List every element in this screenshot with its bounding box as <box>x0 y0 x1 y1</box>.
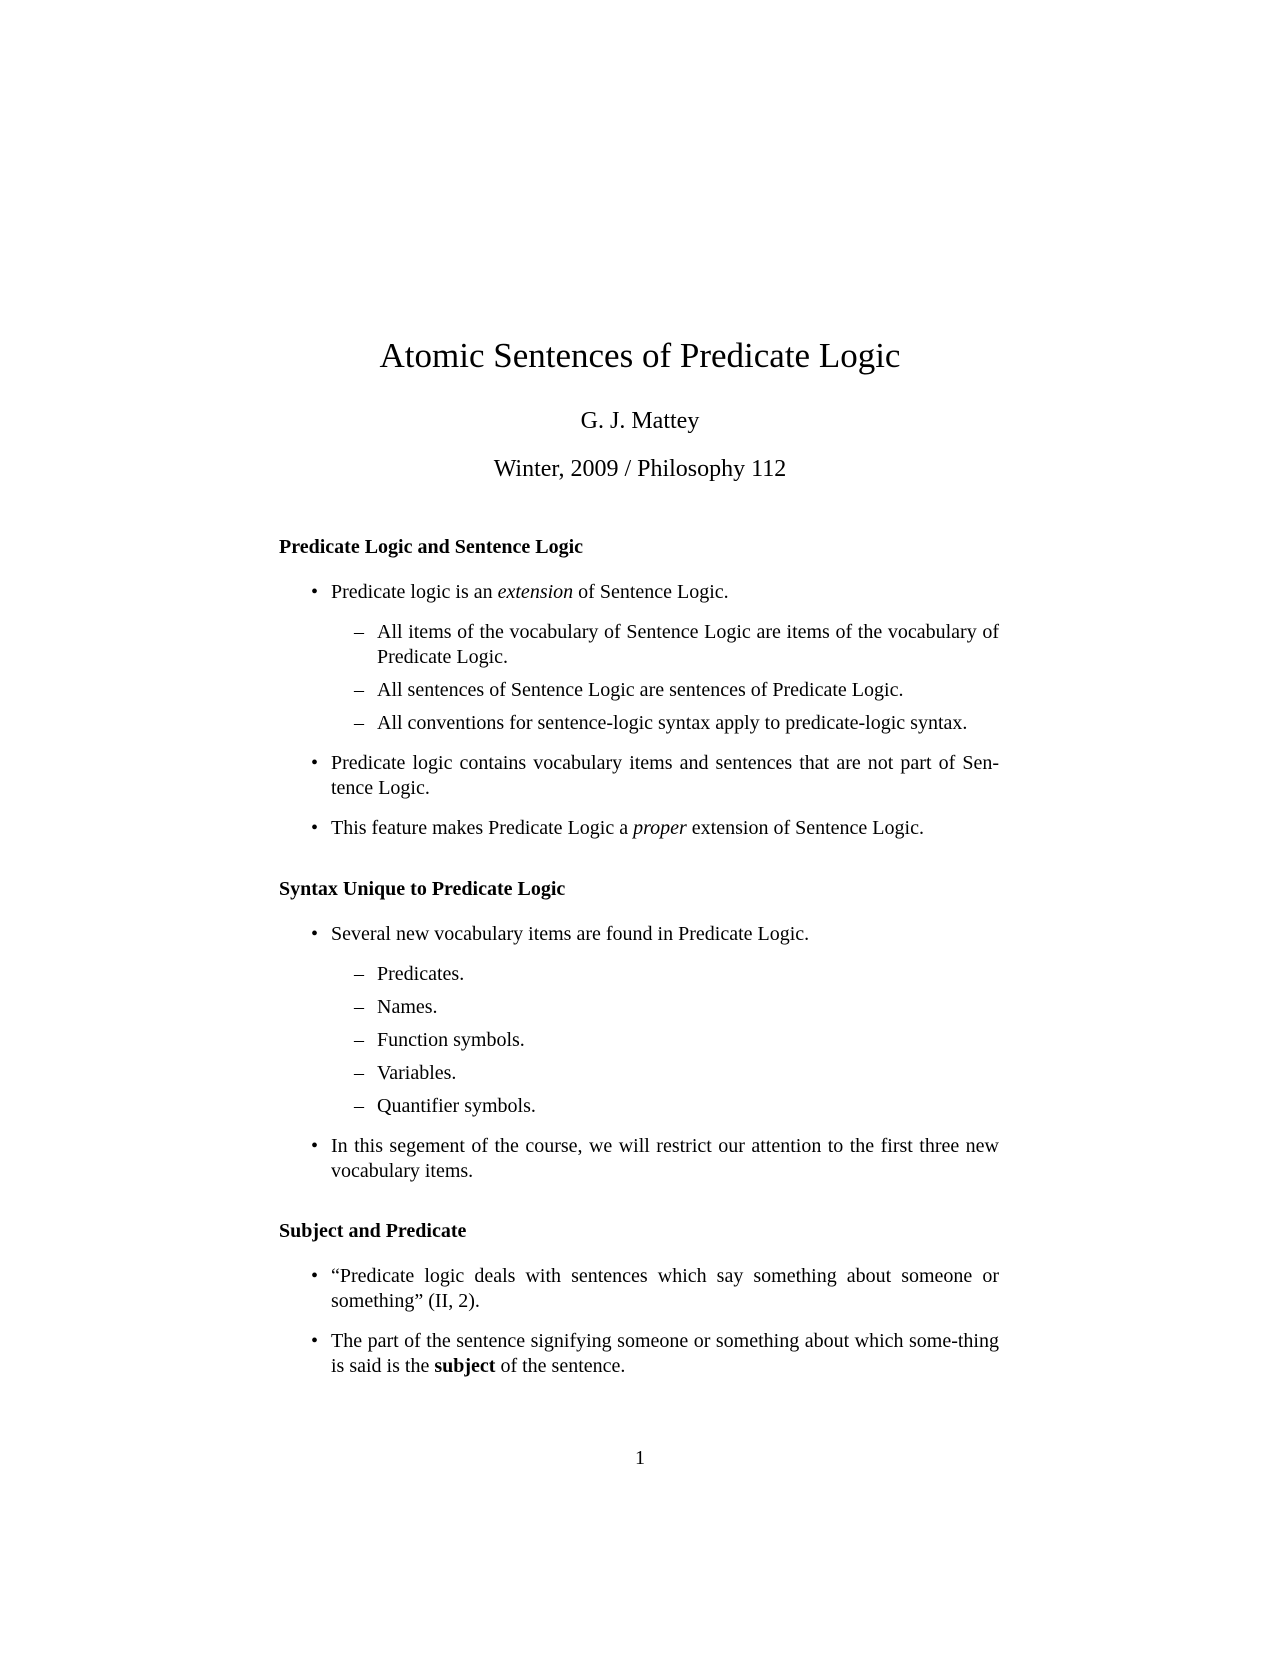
item-text: Predicate logic is an <box>331 581 498 603</box>
sub-list-item <box>279 711 999 736</box>
sub-item-text: All conventions for sentence-logic syntax apply to predicate-logic syntax. <box>377 712 968 734</box>
bullet-icon: • <box>311 817 319 839</box>
item-text: of Sentence Logic. <box>573 581 729 603</box>
sub-list-item <box>279 1061 999 1086</box>
list-item <box>279 922 999 947</box>
list-item <box>279 1134 999 1184</box>
sub-list-item <box>279 678 999 703</box>
bullet-icon: • <box>311 752 319 774</box>
item-text: extension of Sentence Logic. <box>686 817 924 839</box>
item-text: Several new vocabulary items are found in Predicate Logic. <box>331 923 810 945</box>
bullet-list <box>279 1264 999 1379</box>
section-predicate-and-sentence-logic <box>279 534 999 841</box>
list-item <box>279 751 999 801</box>
dash-icon: – <box>354 963 364 985</box>
section-syntax-unique <box>279 876 999 1184</box>
sub-list <box>279 962 999 1119</box>
bullet-icon: • <box>311 1330 319 1352</box>
dash-icon: – <box>354 679 364 701</box>
list-item <box>279 1264 999 1314</box>
page-number: 1 <box>635 1447 645 1469</box>
item-text: Predicate logic contains vocabulary items and sentences that are not part of Sen-tence Logic. <box>331 752 999 799</box>
sub-list <box>279 620 999 736</box>
sub-item-text: Predicates. <box>377 963 465 985</box>
bullet-list <box>279 922 999 947</box>
sub-item-text: All items of the vocabulary of Sentence Logic are items of the vocabulary of Predicate Logic. <box>377 621 999 668</box>
document-date-course: Winter, 2009 / Philosophy 112 <box>493 456 787 482</box>
document-author: G. J. Mattey <box>580 408 700 434</box>
dash-icon: – <box>354 621 364 643</box>
list-item <box>279 816 999 841</box>
bullet-icon: • <box>311 923 319 945</box>
sub-list-item <box>279 1028 999 1053</box>
document-title: Atomic Sentences of Predicate Logic <box>379 336 901 375</box>
dash-icon: – <box>354 712 364 734</box>
item-text: The part of the sentence signifying someone or something about which some-thing is said is the <box>331 1330 999 1377</box>
item-strong: subject <box>434 1355 496 1377</box>
list-item <box>279 1329 999 1379</box>
item-emphasis: proper <box>633 817 687 839</box>
dash-icon: – <box>354 1095 364 1117</box>
dash-icon: – <box>354 1029 364 1051</box>
sub-list-item <box>279 1094 999 1119</box>
item-text: “Predicate logic deals with sentences which say something about someone or something” (II, 2). <box>331 1265 999 1312</box>
section-heading: Predicate Logic and Sentence Logic <box>279 536 584 558</box>
bullet-icon: • <box>311 581 319 603</box>
sub-list-item <box>279 995 999 1020</box>
sub-item-text: Variables. <box>377 1062 457 1084</box>
bullet-icon: • <box>311 1135 319 1157</box>
bullet-list <box>279 1134 999 1184</box>
section-subject-and-predicate <box>279 1218 999 1379</box>
sub-list-item <box>279 620 999 670</box>
sub-item-text: Quantifier symbols. <box>377 1095 536 1117</box>
item-text: In this segement of the course, we will restrict our attention to the first three new vocabulary items. <box>331 1135 999 1182</box>
item-text: of the sentence. <box>495 1355 626 1377</box>
bullet-list <box>279 751 999 841</box>
dash-icon: – <box>354 1062 364 1084</box>
list-item <box>279 580 999 605</box>
sub-item-text: All sentences of Sentence Logic are sentences of Predicate Logic. <box>377 679 904 701</box>
section-heading: Syntax Unique to Predicate Logic <box>279 878 566 900</box>
dash-icon: – <box>354 996 364 1018</box>
section-heading: Subject and Predicate <box>279 1220 467 1242</box>
item-emphasis: extension <box>497 581 574 603</box>
item-text: This feature makes Predicate Logic a <box>331 817 634 839</box>
sub-list-item <box>279 962 999 987</box>
bullet-list <box>279 580 999 605</box>
sub-item-text: Function symbols. <box>377 1029 525 1051</box>
sub-item-text: Names. <box>377 996 438 1018</box>
bullet-icon: • <box>311 1265 319 1287</box>
